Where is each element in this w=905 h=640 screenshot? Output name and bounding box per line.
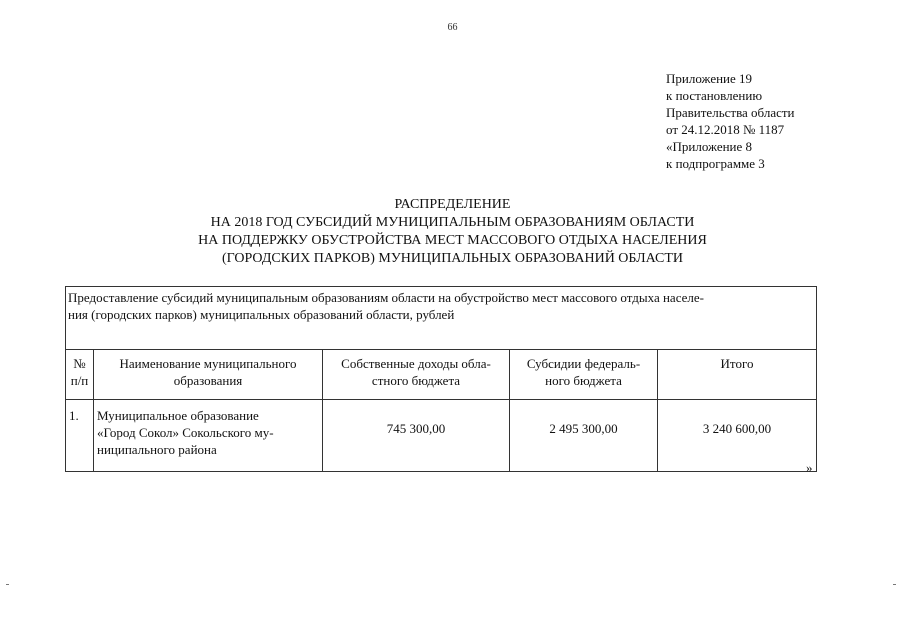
appendix-line: к подпрограмме 3: [666, 156, 765, 171]
header-federal-subsidy: [510, 350, 658, 400]
header-line: ного бюджета: [545, 373, 622, 388]
row-total: 3 240 600,00: [658, 400, 817, 472]
header-line: образования: [173, 373, 243, 388]
header-num: [66, 350, 94, 400]
appendix-line: Правительства области: [666, 105, 795, 120]
header-total: [658, 350, 817, 400]
name-line: Муниципальное образование: [97, 408, 259, 423]
table-caption-row: [66, 287, 817, 350]
appendix-line: «Приложение 8: [666, 139, 753, 154]
scan-mark-right: [893, 584, 896, 585]
caption-line: Предоставление субсидий муниципальным образованиям области на обустройство мест массового отдыха населе-: [68, 290, 704, 305]
title-line: (ГОРОДСКИХ ПАРКОВ) МУНИЦИПАЛЬНЫХ ОБРАЗОВАНИЙ ОБЛАСТИ: [221, 251, 684, 266]
table-header-row: [66, 350, 817, 400]
header-line: Собственные доходы обла-: [341, 356, 491, 371]
document-title: [0, 196, 905, 268]
title-line: НА 2018 ГОД СУБСИДИЙ МУНИЦИПАЛЬНЫМ ОБРАЗОВАНИЯМ ОБЛАСТИ: [210, 215, 695, 230]
appendix-line: от 24.12.2018 № 1187: [666, 122, 785, 137]
header-line: п/п: [70, 373, 89, 388]
header-line: Итого: [720, 356, 754, 371]
caption-line: ния (городских парков) муниципальных образований области, рублей: [68, 307, 455, 322]
header-own-income: [323, 350, 510, 400]
appendix-line: Приложение 19: [666, 71, 753, 86]
name-line: «Город Сокол» Сокольского му-: [97, 425, 274, 440]
appendix-line: к постановлению: [666, 88, 763, 103]
row-num: 1.: [66, 400, 94, 472]
name-line: ниципального района: [97, 442, 217, 457]
closing-quote: »: [806, 460, 813, 475]
header-line: Субсидии федераль-: [526, 356, 641, 371]
subsidy-table: [65, 286, 817, 472]
header-line: Наименование муниципального: [119, 356, 297, 371]
scan-mark-left: [6, 584, 9, 585]
page-number: 66: [447, 22, 458, 33]
row-municipality-name: [94, 400, 323, 472]
header-line: стного бюджета: [371, 373, 461, 388]
row-own-income: 745 300,00: [323, 400, 510, 472]
appendix-block: [666, 70, 795, 172]
title-line: НА ПОДДЕРЖКУ ОБУСТРОЙСТВА МЕСТ МАССОВОГО ОТДЫХА НАСЕЛЕНИЯ: [198, 233, 707, 248]
row-federal-subsidy: 2 495 300,00: [510, 400, 658, 472]
header-name: [94, 350, 323, 400]
table-row: [66, 400, 817, 472]
title-line: РАСПРЕДЕЛЕНИЕ: [394, 197, 511, 212]
table-caption: [66, 287, 817, 350]
header-line: №: [73, 356, 86, 371]
